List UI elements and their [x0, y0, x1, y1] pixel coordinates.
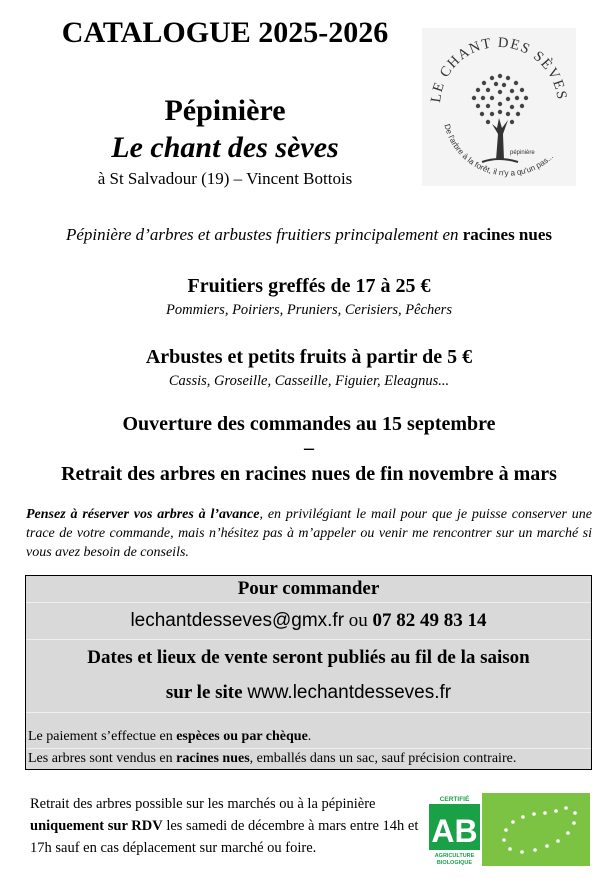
pickup-text-1: Retrait des arbres possible sur les marchés ou à la pépinière — [30, 796, 376, 812]
tagline-text: Pépinière d’arbres et arbustes fruitiers principalement en — [65, 225, 463, 244]
orders-open-line: Ouverture des commandes au 15 septembre — [122, 413, 496, 435]
contact-phone[interactable]: 07 82 49 83 14 — [372, 610, 487, 631]
ab-organic-logo — [428, 793, 481, 866]
sold-bold: racines nues — [176, 751, 250, 766]
shrubs-heading: Arbustes et petits fruits à partir de 5 € — [145, 346, 473, 368]
payment-text: Le paiement s’effectue en — [28, 729, 177, 744]
advice-bold: Pensez à réserver vos arbres à l’avance — [26, 507, 260, 522]
contact-row — [26, 603, 591, 640]
ab-certified: CERTIFIÉ — [439, 796, 470, 803]
shrubs-list: Cassis, Groseille, Casseille, Figuier, Eleagnus... — [168, 373, 450, 389]
logo-text-bottom: De l'arbre à la forêt, il n'y a qu'un pas... — [442, 123, 556, 178]
orders-dash: – — [304, 437, 314, 459]
tagline-bold: racines nues — [462, 225, 552, 244]
pickup-text-2: les samedi de décembre à mars entre 14h et 17h sauf en cas déplacement sur marché ou foire. — [30, 818, 419, 856]
pickup-period-line: Retrait des arbres en racines nues de fin novembre à mars — [61, 463, 557, 485]
site-row — [26, 676, 591, 713]
location-line: à St Salvadour (19) – Vincent Bottois — [97, 169, 353, 188]
logo-text-top: LE CHANT DES SÈVES — [427, 34, 570, 104]
catalogue-title: CATALOGUE 2025-2026 — [61, 16, 389, 49]
nursery-label: Pépinière — [164, 94, 286, 127]
ab-line2: BIOLOGIQUE — [436, 860, 473, 866]
ab-mark: AB — [431, 813, 478, 849]
advice-text: , en privilégiant le mail pour que je puisse conserver une trace de votre commande, mais n’hésitez pas à m’appeler ou venir me rencontrer sur un marché si vous avez besoin de conseils. — [26, 507, 593, 560]
fruit-trees-heading: Fruitiers greffés de 17 à 25 € — [187, 275, 431, 297]
advice-paragraph — [26, 505, 592, 562]
payment-row — [26, 726, 591, 749]
ab-line1: AGRICULTURE — [434, 853, 475, 859]
payment-methods: espèces ou par chèque — [176, 729, 308, 744]
sold-suffix: , emballés dans un sac, sauf précision contraire. — [249, 751, 517, 766]
eu-organic-leaf-icon — [482, 793, 590, 866]
site-url[interactable]: www.lechantdesseves.fr — [247, 682, 452, 703]
site-prefix: sur le site — [165, 682, 248, 703]
pickup-bold: uniquement sur RDV — [30, 818, 163, 834]
order-info-box — [25, 575, 592, 770]
sold-row — [26, 749, 591, 769]
sold-text: Les arbres sont vendus en — [28, 751, 177, 766]
nursery-logo — [422, 28, 576, 186]
tagline — [0, 225, 608, 245]
contact-or: ou — [344, 610, 373, 631]
logo-text-small: pépinière — [510, 150, 535, 156]
dates-line: Dates et lieux de vente seront publiés au fil de la saison — [26, 640, 591, 676]
order-box-heading: Pour commander — [26, 576, 591, 603]
contact-email[interactable]: lechantdesseves@gmx.fr — [130, 610, 345, 631]
pickup-note — [30, 793, 422, 859]
fruit-trees-list: Pommiers, Poiriers, Pruniers, Cerisiers, Pêchers — [166, 302, 452, 318]
payment-suffix: . — [307, 729, 312, 744]
nursery-name: Le chant des sèves — [111, 131, 339, 164]
